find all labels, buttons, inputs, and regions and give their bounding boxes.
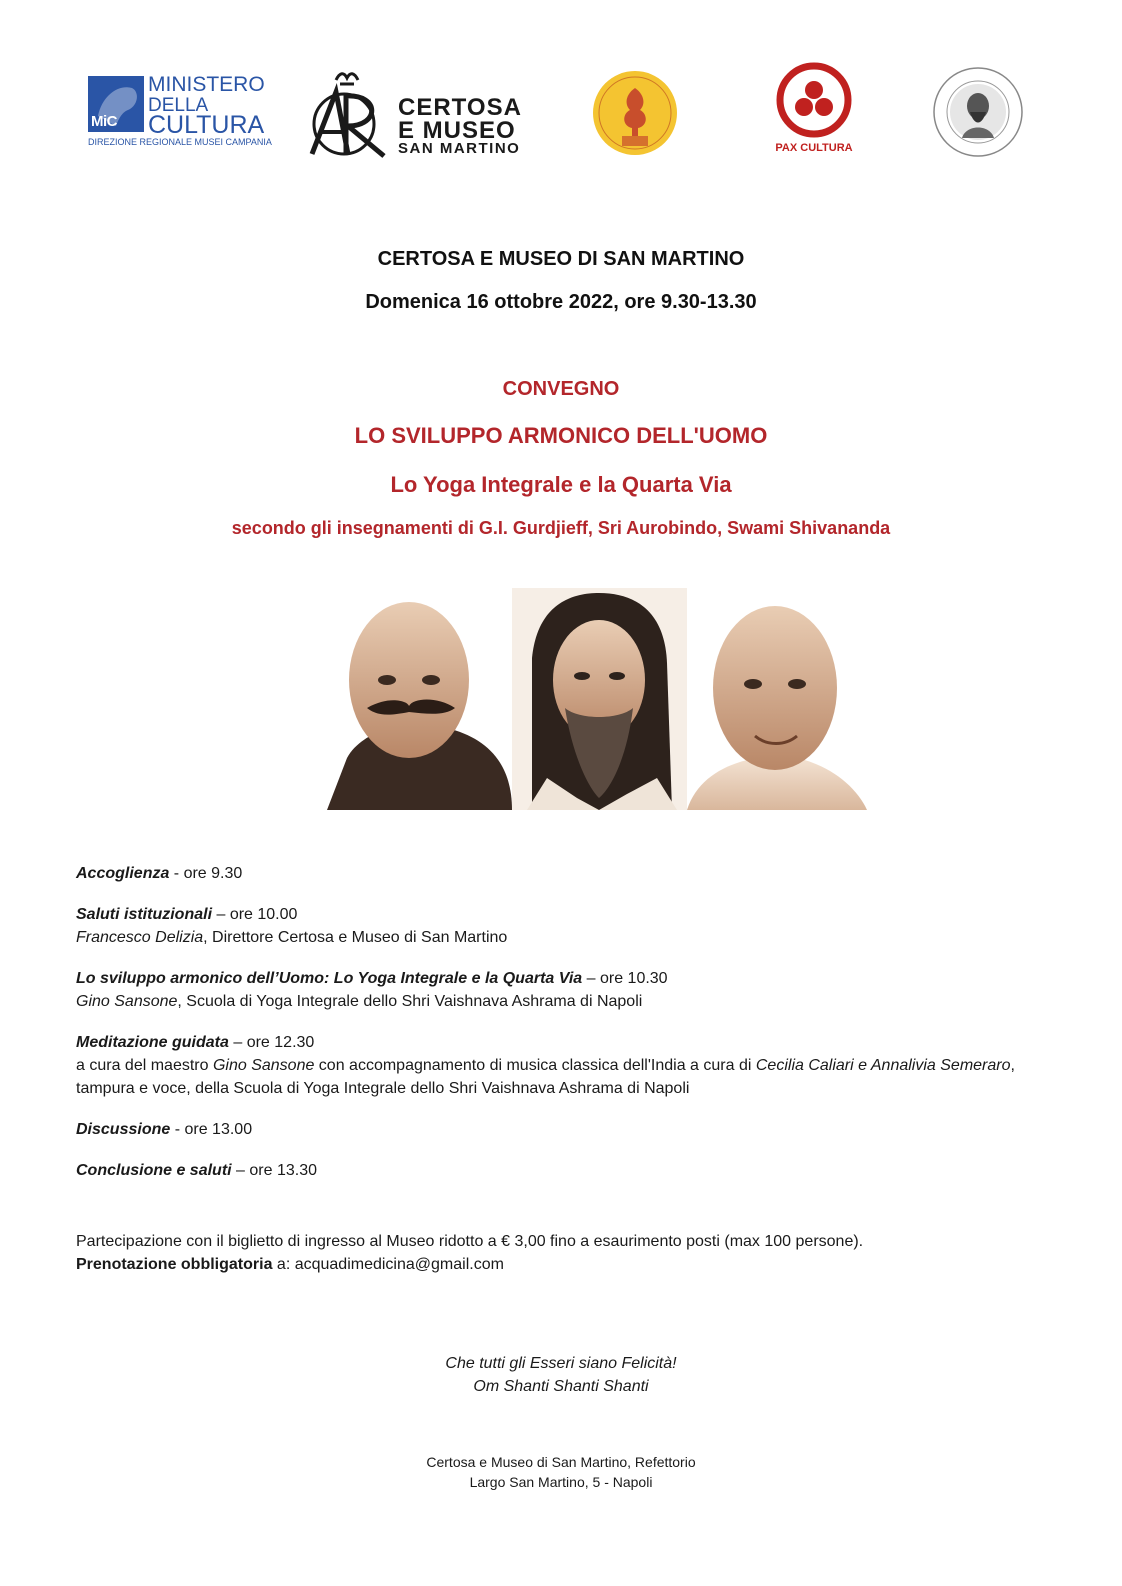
- mic-logo: [88, 73, 272, 152]
- certosa-logo: [306, 70, 526, 160]
- certosa-monogram-icon: [306, 70, 388, 158]
- mic-emblem: [88, 76, 144, 132]
- mic-line3: CULTURA: [148, 111, 265, 139]
- program-item-sviluppo: [76, 967, 1056, 1013]
- program-item-discussione: [76, 1118, 1056, 1141]
- certosa-line2: E MUSEO: [398, 117, 516, 144]
- booking-email[interactable]: a: acquadimedicina@gmail.com: [272, 1256, 504, 1273]
- item-speaker: Gino Sansone: [212, 1057, 315, 1074]
- portrait-aurobindo: [512, 588, 687, 810]
- aurobindo-anniversary-logo: [932, 66, 1024, 158]
- footer-line2: Largo San Martino, 5 - Napoli: [469, 1474, 653, 1490]
- item-title: Conclusione e saluti: [76, 1162, 232, 1179]
- program-item-saluti: [76, 903, 1056, 949]
- item-speaker: Francesco Delizia: [76, 929, 204, 946]
- booking-line: [76, 1253, 1056, 1276]
- item-desc2: con accompagnamento di musica classica dell'India a cura di: [314, 1057, 756, 1074]
- participation-text: Partecipazione con il biglietto di ingresso al Museo ridotto a € 3,00 fino a esaurimento posti (max 100 persone).: [76, 1233, 864, 1250]
- yoga-school-logo: [592, 70, 678, 156]
- event-subtitle: Lo Yoga Integrale e la Quarta Via: [390, 472, 732, 497]
- date-heading: Domenica 16 ottobre 2022, ore 9.30-13.30: [365, 291, 757, 313]
- pax-banner-icon: [772, 62, 856, 142]
- item-desc3: , tampura e voce, della Scuola di Yoga Integrale dello Shri Vaishnava Ashrama di Napoli: [76, 1057, 1015, 1097]
- item-title: Lo sviluppo armonico dell’Uomo: Lo Yoga Integrale e la Quarta Via: [76, 970, 583, 987]
- item-sep: -: [170, 1121, 185, 1138]
- venue-heading: CERTOSA E MUSEO DI SAN MARTINO: [377, 248, 745, 270]
- closing-line2: Om Shanti Shanti Shanti: [473, 1378, 649, 1395]
- pax-cultura-logo: [772, 62, 856, 158]
- portrait-gurdjieff: [327, 602, 512, 810]
- program-item-conclusione: [76, 1159, 1056, 1182]
- item-title: Saluti istituzionali: [76, 906, 213, 923]
- item-sep: –: [228, 1034, 247, 1051]
- mic-line2: DELLA: [148, 95, 209, 116]
- closing-line1: Che tutti gli Esseri siano Felicità!: [445, 1355, 677, 1372]
- item-role: , Scuola di Yoga Integrale dello Shri Vaishnava Ashrama di Napoli: [177, 993, 643, 1010]
- mic-box-text: MiC: [91, 113, 117, 130]
- item-title: Meditazione guidata: [76, 1034, 229, 1051]
- item-time: ore 13.00: [184, 1121, 253, 1138]
- event-title: LO SVILUPPO ARMONICO DELL'UOMO: [354, 423, 768, 448]
- item-title: Discussione: [76, 1121, 171, 1138]
- item-role: , Direttore Certosa e Museo di San Martino: [203, 929, 508, 946]
- item-time: ore 10.30: [599, 970, 668, 987]
- item-time: ore 9.30: [183, 865, 243, 882]
- program-item-accoglienza: [76, 862, 1056, 885]
- item-speaker: Gino Sansone: [76, 993, 178, 1010]
- item-sep: –: [582, 970, 600, 987]
- event-type: CONVEGNO: [502, 378, 620, 400]
- mic-subtitle: DIREZIONE REGIONALE MUSEI CAMPANIA: [88, 137, 272, 147]
- participation-info: [76, 1230, 1056, 1276]
- booking-label: Prenotazione obbligatoria: [76, 1256, 273, 1273]
- item-time: ore 10.00: [229, 906, 298, 923]
- mic-line1: MINISTERO: [148, 73, 265, 96]
- portraits-image: [327, 588, 867, 810]
- item-title: Accoglienza: [76, 865, 170, 882]
- event-teachers: secondo gli insegnamenti di G.I. Gurdjieff, Sri Aurobindo, Swami Shivananda: [231, 518, 891, 538]
- footer-line1: Certosa e Museo di San Martino, Refettorio: [426, 1454, 696, 1470]
- certosa-line3: SAN MARTINO: [398, 140, 521, 157]
- item-sep: –: [231, 1162, 250, 1179]
- portrait-shivananda: [687, 588, 867, 810]
- certosa-line1: CERTOSA: [398, 94, 522, 121]
- item-desc1: a cura del maestro: [76, 1057, 213, 1074]
- program-item-meditazione: [76, 1031, 1056, 1100]
- item-time: ore 12.30: [246, 1034, 315, 1051]
- footer-address: [0, 1452, 1122, 1492]
- program: [76, 862, 1056, 1200]
- item-sep: –: [212, 906, 230, 923]
- item-time: ore 13.30: [249, 1162, 317, 1179]
- pax-label: PAX CULTURA: [775, 142, 853, 154]
- closing-blessing: [0, 1352, 1122, 1398]
- item-sep: -: [169, 865, 184, 882]
- item-musicians: Cecilia Caliari e Annalivia Semeraro: [755, 1057, 1011, 1074]
